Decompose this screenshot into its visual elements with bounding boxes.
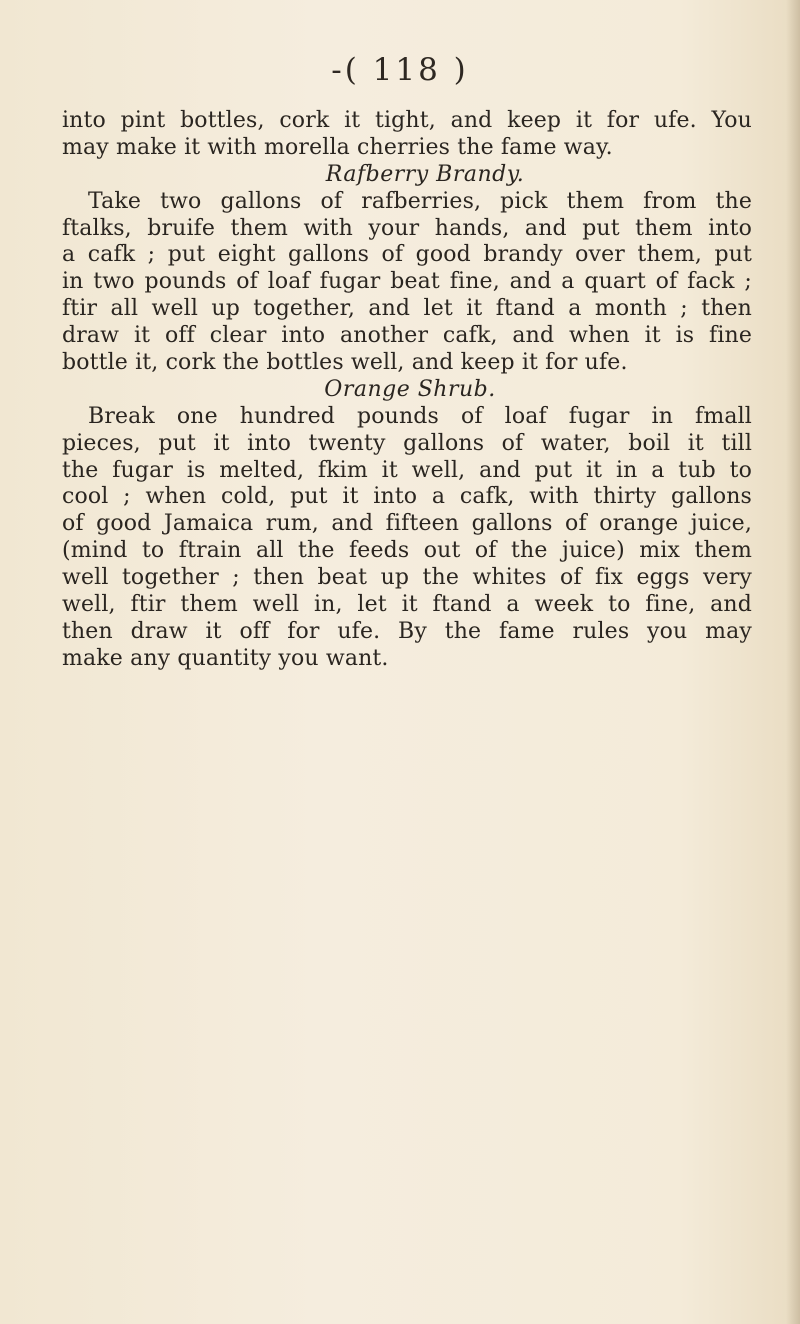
text-line: a cafk ; put eight gallons of good brandy over them, put xyxy=(62,242,752,268)
text-line: pieces, put it into twenty gallons of water, boil it till xyxy=(62,430,752,456)
text-line: make any quantity you want. xyxy=(62,645,389,671)
text-line: well together ; then beat up the whites of fix eggs very xyxy=(62,565,752,591)
text-line: Break one hundred pounds of loaf fugar in fmall xyxy=(88,403,752,429)
page-edge-shadow xyxy=(786,0,800,1324)
text-line: well, ftir them well in, let it ftand a week to fine, and xyxy=(62,592,752,618)
text-line: may make it with morella cherries the fame way. xyxy=(62,134,613,160)
text-line: Take two gallons of rafberries, pick them from the xyxy=(88,188,752,214)
text-line: ftalks, bruife them with your hands, and put them into xyxy=(62,215,752,241)
recipe-title-orange-shrub: Orange Shrub. xyxy=(324,376,496,402)
page-text xyxy=(62,108,752,673)
text-line: of good Jamaica rum, and fifteen gallons of orange juice, xyxy=(62,511,752,537)
text-line: draw it off clear into another cafk, and when it is fine xyxy=(62,323,752,349)
text-line: then draw it off for ufe. By the fame rules you may xyxy=(62,618,752,644)
text-line: bottle it, cork the bottles well, and keep it for ufe. xyxy=(62,350,628,376)
text-line: into pint bottles, cork it tight, and keep it for ufe. You xyxy=(62,108,752,133)
text-line: ftir all well up together, and let it ftand a month ; then xyxy=(62,296,752,322)
text-line: cool ; when cold, put it into a cafk, with thirty gallons xyxy=(62,484,752,510)
page-number: -( 118 ) xyxy=(331,52,469,88)
text-line: the fugar is melted, fkim it well, and put it in a tub to xyxy=(62,457,752,483)
text-line: in two pounds of loaf fugar beat fine, and a quart of fack ; xyxy=(62,269,752,295)
text-line: (mind to ftrain all the feeds out of the juice) mix them xyxy=(62,538,752,564)
recipe-title-raspberry-brandy: Rafberry Brandy. xyxy=(325,161,525,187)
